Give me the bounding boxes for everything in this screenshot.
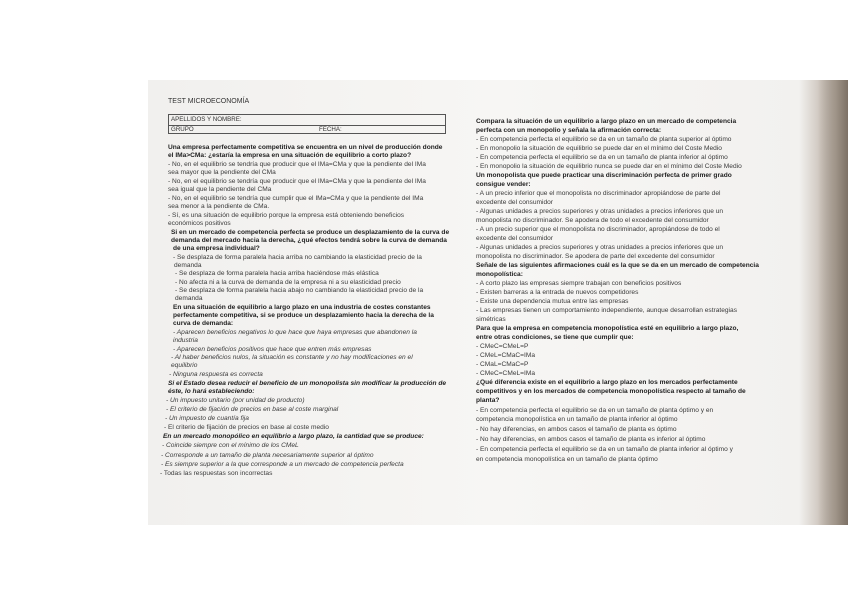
text-line: - En competencia perfecta el equilibrio se da en un tamaño de planta inferior al óptimo y (476, 446, 733, 453)
text-line: ¿Qué diferencia existe en el equilibrio a largo plazo en los mercados perfectamente (476, 379, 738, 386)
text-line: - Al haber beneficios nulos, la situación es constante y no hay modificaciones en el (171, 354, 413, 361)
text-line: industria (173, 337, 198, 344)
text-line: planta? (476, 397, 500, 404)
text-line: en competencia monopolística en un tamaño de planta óptimo (476, 456, 658, 463)
text-line: consigue vender: (476, 181, 531, 188)
text-line: simétricas (476, 316, 506, 323)
text-line: - Existe una dependencia mutua entre las empresas (476, 298, 629, 305)
text-line: - A corto plazo las empresas siempre trabajan con beneficios positivos (476, 280, 682, 287)
text-line: - Algunas unidades a precios superiores y otras unidades a precios inferiores que un (476, 208, 724, 215)
text-line: - Aparecen beneficios negativos lo que hace que haya empresas que abandonen la (173, 329, 417, 336)
text-line: - Aparecen beneficios positivos que hace que entren más empresas (173, 346, 372, 353)
text-line: - Es siempre superior a la que corresponde a un mercado de competencia perfecta (161, 461, 404, 468)
text-line: - No afecta ni a la curva de demanda de la empresa ni a su elasticidad precio (175, 279, 401, 286)
text-line: - No hay diferencias, en ambos casos el tamaño de planta es óptimo (476, 426, 677, 433)
text-line: En un mercado monopólico en equilibrio a largo plazo, la cantidad que se produce: (163, 433, 424, 440)
text-line: - No, en el equilibrio se tendría que producir que el IMa=CMa y que la pendiente del IMa (168, 178, 426, 185)
apellidos-label: APELLIDOS Y NOMBRE: (171, 116, 242, 123)
text-line: económicos positivos (168, 220, 231, 227)
text-line: Si el Estado desea reducir el beneficio de un monopolista sin modificar la producción de (168, 380, 447, 387)
text-line: monopolística: (476, 271, 523, 278)
text-line: demanda (174, 262, 202, 269)
text-line: equilibrio (171, 362, 198, 369)
student-info-box (168, 114, 446, 134)
text-line: excedente del consumidor (476, 235, 553, 242)
exam-photo (148, 80, 848, 525)
text-line: - Algunas unidades a precios superiores y otras unidades a precios inferiores que un (476, 244, 724, 251)
text-line: competencia monopolística en un tamaño de planta inferior al óptimo (476, 416, 678, 423)
text-line: el IMa>CMa: ¿estaría la empresa en una situación de equilibrio a corto plazo? (168, 152, 412, 159)
text-line: - Coincide siempre con el mínimo de los CMeL (162, 442, 299, 449)
text-line: En una situación de equilibrio a largo plazo en una industria de costes constantes (173, 304, 431, 311)
exam-title: TEST MICROECONOMÍA (168, 98, 250, 105)
text-line: de una empresa individual? (173, 245, 260, 252)
text-line: perfecta con un monopolio y señala la afirmación correcta: (476, 127, 662, 134)
text-line: - Un impuesto de cuantía fija (165, 415, 249, 422)
text-line: éste, lo hará estableciendo: (168, 388, 255, 395)
text-line: demanda (175, 295, 203, 302)
text-line: - CMaL=CMaC=P (476, 361, 529, 368)
text-line: - Se desplaza de forma paralela hacia arriba no cambiando la elasticidad precio de la (173, 254, 422, 261)
text-line: Una empresa perfectamente competitiva se encuentra en un nivel de producción donde (168, 144, 443, 151)
text-line: - CMeL=CMaC=IMa (476, 352, 535, 359)
text-line: Un monopolista que puede practicar una discriminación perfecta de primer grado (476, 172, 732, 179)
text-line: - Se desplaza de forma paralela hacia arriba haciéndose más elástica (175, 270, 379, 277)
text-line: excedente del consumidor (476, 199, 553, 206)
text-line: competitivos y en los mercados de competencia monopolística respecto al tamaño de (476, 388, 746, 395)
text-line: - Las empresas tienen un comportamiento independiente, aunque desarrollan estrategias (476, 307, 737, 314)
text-line: monopolista no discriminador. Se apodera de todo el excedente del consumidor (476, 217, 709, 224)
text-line: sea menor a la pendiente de CMa. (168, 203, 270, 210)
text-line: Para que la empresa en competencia monopolística esté en equilibrio a largo plazo, (476, 325, 739, 332)
text-line: - No, en el equilibrio se tendría que producir que el IMa=CMa y que la pendiente del IMa (168, 161, 426, 168)
text-line: Si en un mercado de competencia perfecta se produce un desplazamiento de la curva de (171, 229, 450, 236)
text-line: - En competencia perfecta el equilibrio se da en un tamaño de planta óptimo y en (476, 407, 714, 414)
text-line: - CMeC=CMeL=IMa (476, 370, 535, 377)
text-line: monopolista no discriminador. Se apodera de parte del excedente del consumidor (476, 253, 715, 260)
text-line: Compara la situación de un equilibrio a largo plazo en un mercado de competencia (476, 118, 737, 125)
text-line: demanda del mercado hacia la derecha, ¿qué efectos tendrá sobre la curva de demanda (171, 237, 447, 244)
text-line: - Se desplaza de forma paralela hacia abajo no cambiando la elasticidad precio de la (175, 287, 424, 294)
text-line: - A un precio superior que el monopolista no discriminador, apropiándose de todo el (476, 226, 720, 233)
text-line: - Sí, es una situación de equilibrio porque la empresa está obteniendo beneficios (168, 212, 405, 219)
text-line: - Un impuesto unitario (por unidad de producto) (166, 397, 305, 404)
fecha-label: FECHA: (319, 126, 342, 133)
text-line: - Existen barreras a la entrada de nuevos competidores (476, 289, 639, 296)
text-line: - En monopolio la situación de equilibrio se puede dar en el mínimo del Coste Medio (476, 145, 722, 152)
text-line: entre otras condiciones, se tiene que cumplir que: (476, 334, 634, 341)
text-line: - No hay diferencias, en ambos casos el tamaño de planta es inferior al óptimo (476, 436, 706, 443)
text-line: - El criterio de fijación de precios en base al coste marginal (166, 406, 339, 413)
text-line: - En competencia perfecta el equilibrio se da en un tamaño de planta superior al óptimo (476, 136, 732, 143)
header-divider (169, 125, 445, 126)
photo-edge-shadow (818, 80, 848, 525)
text-line: sea igual que la pendiente del CMa (168, 186, 272, 193)
text-line: - Ninguna respuesta es correcta (169, 371, 263, 378)
text-line: - Corresponde a un tamaño de planta necesariamente superior al óptimo (161, 452, 374, 459)
text-line: - El criterio de fijación de precios en base al coste medio (164, 424, 329, 431)
text-line: - CMeC=CMeL=P (476, 343, 529, 350)
grupo-label: GRUPO (171, 126, 194, 133)
text-line: sea mayor que la pendiente del CMa (168, 169, 276, 176)
text-line: - En competencia perfecta el equilibrio se da en un tamaño de planta inferior al óptimo (476, 154, 728, 161)
text-line: - Todas las respuestas son incorrectas (160, 470, 273, 477)
text-line: - A un precio inferior que el monopolista no discriminador apropiándose de parte del (476, 190, 721, 197)
text-line: - No, en el equilibrio se tendría que cumplir que el IMa=CMa y que la pendiente del IMa (168, 195, 424, 202)
text-line: Señale de las siguientes afirmaciones cuál es la que se da en un mercado de competencia (476, 262, 759, 269)
text-line: perfectamente competitiva, si se produce un desplazamiento hacia la derecha de la (173, 312, 434, 319)
text-line: - En monopolio la situación de equilibrio nunca se puede dar en el mínimo del Coste Medio (476, 163, 742, 170)
text-line: curva de demanda: (173, 320, 234, 327)
